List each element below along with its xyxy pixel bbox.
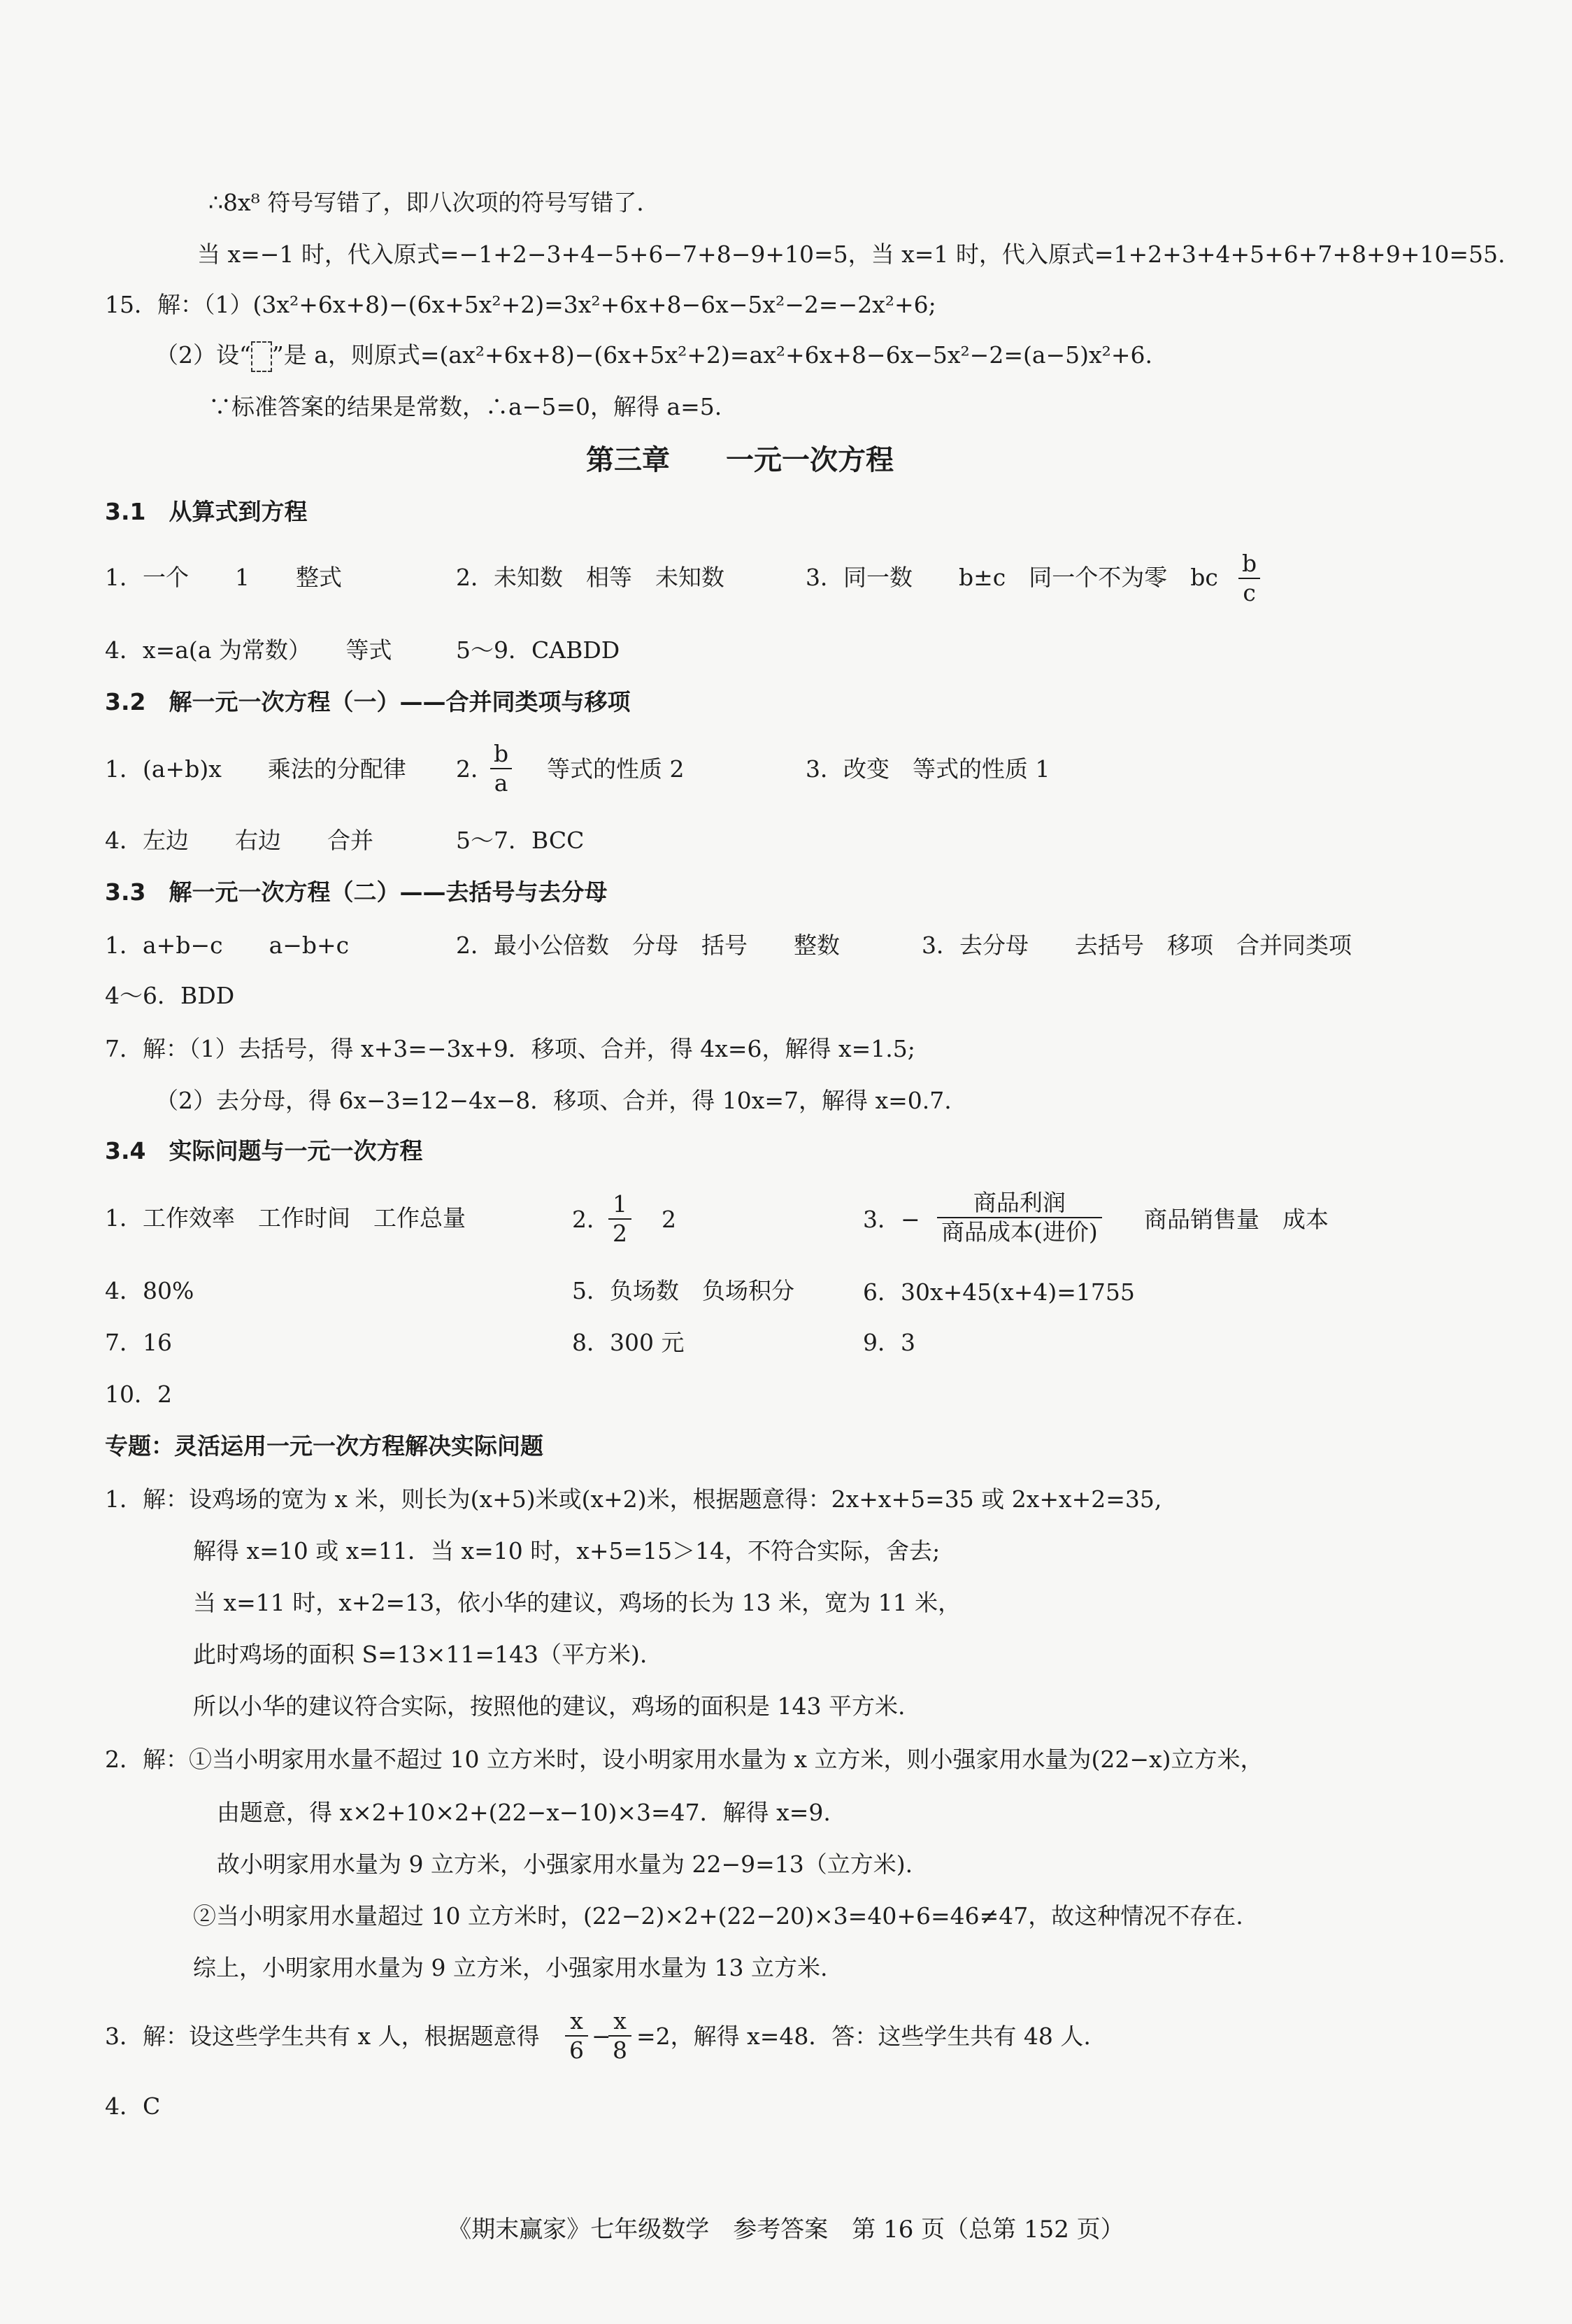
answer-line: 5～9．CABDD bbox=[456, 636, 620, 664]
fraction-denominator: c bbox=[1238, 578, 1259, 607]
answer-line: 3．同一数 b±c 同一个不为零 bc bbox=[806, 564, 1218, 591]
section-title: 专题：灵活运用一元一次方程解决实际问题 bbox=[105, 1432, 543, 1460]
answer-text: （2）设“ bbox=[155, 341, 251, 369]
answer-line: 1．解：设鸡场的宽为 x 米，则长为(x+5)米或(x+2)米，根据题意得：2x+x+5=35 或 2x+x+2=35, bbox=[105, 1485, 1162, 1513]
answer-line: 7．16 bbox=[105, 1329, 172, 1356]
answer-line: 所以小华的建议符合实际，按照他的建议，鸡场的面积是 143 平方米. bbox=[193, 1692, 906, 1720]
fraction bbox=[608, 2007, 631, 2065]
answer-line: 7．解：（1）去括号，得 x+3=−3x+9．移项、合并，得 4x=6，解得 x=1.5; bbox=[105, 1035, 915, 1062]
answer-line: 当 x=11 时，x+2=13，依小华的建议，鸡场的长为 13 米，宽为 11 米， bbox=[193, 1589, 962, 1616]
answer-line: 3．− bbox=[863, 1206, 920, 1233]
answer-line: 4．左边 右边 合并 bbox=[105, 827, 373, 854]
chapter-title: 第三章 一元一次方程 bbox=[586, 444, 894, 476]
answer-line: 2． bbox=[572, 1206, 610, 1233]
fraction-numerator: x bbox=[570, 2007, 583, 2034]
section-title: 3.2 解一元一次方程（一）——合并同类项与移项 bbox=[105, 688, 631, 715]
fraction-denominator: 商品成本(进价) bbox=[937, 1217, 1102, 1246]
section-title: 3.1 从算式到方程 bbox=[105, 498, 308, 525]
answer-line: 等式的性质 2 bbox=[547, 755, 685, 783]
answer-line: 1．一个 1 整式 bbox=[105, 564, 342, 591]
answer-line: 6．30x+45(x+4)=1755 bbox=[863, 1278, 1135, 1306]
answer-line: 故小明家用水量为 9 立方米，小强家用水量为 22−9=13（立方米). bbox=[217, 1851, 913, 1878]
page-footer: 《期末赢家》七年级数学 参考答案 第 16 页（总第 152 页） bbox=[448, 2216, 1124, 2244]
answer-line: 2．解：①当小明家用水量不超过 10 立方米时，设小明家用水量为 x 立方米，则小强家用水量为(22−x)立方米， bbox=[105, 1746, 1264, 1773]
fraction bbox=[608, 1190, 631, 1248]
fraction-numerator: 1 bbox=[613, 1190, 627, 1218]
fraction-numerator: x bbox=[613, 2007, 627, 2034]
answer-line: 4～6．BDD bbox=[105, 982, 235, 1009]
answer-line: 9．3 bbox=[863, 1329, 915, 1356]
answer-line: 2．未知数 相等 未知数 bbox=[456, 564, 724, 591]
answer-line: 3．解：设这些学生共有 x 人，根据题意得 bbox=[105, 2023, 540, 2050]
fraction bbox=[490, 740, 513, 797]
answer-line: 4．x=a(a 为常数） 等式 bbox=[105, 636, 392, 664]
answer-line: 2．最小公倍数 分母 括号 整数 bbox=[456, 932, 840, 959]
answer-line: 当 x=−1 时，代入原式=−1+2−3+4−5+6−7+8−9+10=5，当 x=1 时，代入原式=1+2+3+4+5+6+7+8+9+10=55. bbox=[197, 241, 1506, 268]
answer-line: 4．80% bbox=[105, 1277, 194, 1304]
answer-line: 3．去分母 去括号 移项 合并同类项 bbox=[922, 932, 1352, 959]
answer-line: ∵标准答案的结果是常数，∴a−5=0，解得 a=5. bbox=[208, 393, 722, 420]
section-title: 3.3 解一元一次方程（二）——去括号与去分母 bbox=[105, 878, 608, 906]
fraction bbox=[937, 1189, 1102, 1246]
answer-text: ”是 a，则原式=(ax²+6x+8)−(6x+5x²+2)=ax²+6x+8−6x−5x²−2=(a−5)x²+6. bbox=[271, 341, 1153, 369]
answer-line: 5～7．BCC bbox=[456, 827, 585, 854]
answer-line bbox=[155, 340, 1152, 372]
fraction-numerator: 商品利润 bbox=[973, 1189, 1066, 1216]
answer-line: 8．300 元 bbox=[572, 1329, 685, 1356]
fraction-denominator: 6 bbox=[565, 2035, 588, 2065]
answer-line: 2 bbox=[662, 1206, 676, 1233]
answer-line: 综上，小明家用水量为 9 立方米，小强家用水量为 13 立方米. bbox=[193, 1954, 828, 1981]
fraction bbox=[565, 2007, 588, 2065]
blank-box bbox=[251, 341, 272, 372]
answer-line: 3．改变 等式的性质 1 bbox=[806, 755, 1050, 783]
answer-line: =2，解得 x=48．答：这些学生共有 48 人. bbox=[636, 2023, 1091, 2050]
answer-line: 10．2 bbox=[105, 1381, 172, 1408]
fraction-numerator: b bbox=[494, 740, 509, 767]
answer-line: 5．负场数 负场积分 bbox=[572, 1277, 794, 1304]
answer-line: ∴8x⁸ 符号写错了，即八次项的符号写错了． bbox=[208, 189, 660, 216]
answer-line: 1．(a+b)x 乘法的分配律 bbox=[105, 755, 406, 783]
fraction-denominator: a bbox=[490, 768, 513, 797]
answer-line: ②当小明家用水量超过 10 立方米时，(22−2)×2+(22−20)×3=40+6=46≠47，故这种情况不存在. bbox=[193, 1902, 1243, 1930]
answer-line: 解得 x=10 或 x=11．当 x=10 时，x+5=15＞14，不符合实际，舍去; bbox=[193, 1537, 941, 1564]
fraction bbox=[1238, 550, 1261, 607]
answer-line: 4．C bbox=[105, 2093, 161, 2120]
answer-line: 2． bbox=[456, 755, 494, 783]
answer-line: 1．a+b−c a−b+c bbox=[105, 932, 350, 959]
answer-line: （2）去分母，得 6x−3=12−4x−8．移项、合并，得 10x=7，解得 x=0.7. bbox=[155, 1087, 952, 1114]
answer-line: 1．工作效率 工作时间 工作总量 bbox=[105, 1204, 466, 1232]
answer-line: 此时鸡场的面积 S=13×11=143（平方米). bbox=[193, 1641, 648, 1668]
fraction-denominator: 8 bbox=[608, 2035, 631, 2065]
minus-sign: − bbox=[592, 2023, 611, 2050]
answer-line: 由题意，得 x×2+10×2+(22−x−10)×3=47．解得 x=9. bbox=[217, 1799, 831, 1826]
fraction-denominator: 2 bbox=[608, 1218, 631, 1248]
fraction-numerator: b bbox=[1242, 550, 1257, 577]
section-title: 3.4 实际问题与一元一次方程 bbox=[105, 1137, 423, 1164]
answer-line: 15．解：（1）(3x²+6x+8)−(6x+5x²+2)=3x²+6x+8−6x−5x²−2=−2x²+6; bbox=[105, 291, 936, 318]
answer-line: 商品销售量 成本 bbox=[1144, 1206, 1329, 1233]
